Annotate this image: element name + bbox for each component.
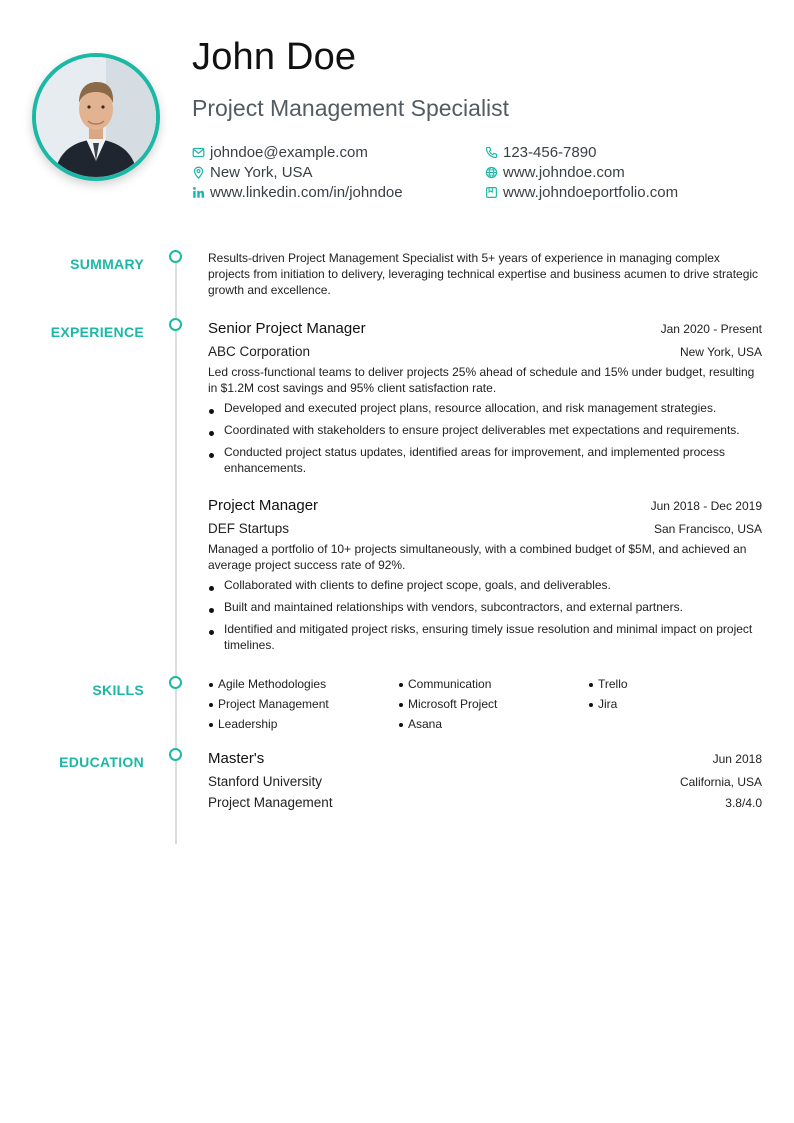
section-label-education: EDUCATION	[59, 754, 144, 770]
candidate-name: John Doe	[192, 36, 357, 78]
mail-icon	[192, 146, 205, 159]
skill-item: Agile Methodologies	[208, 676, 398, 692]
job-description: Managed a portfolio of 10+ projects simultaneously, with a combined budget of $5M, and achieved an average project success rate of 92%.	[208, 542, 747, 572]
contact-portfolio[interactable]	[485, 182, 678, 202]
job-title: Project Manager	[208, 497, 319, 514]
job-company: DEF Startups	[208, 521, 290, 536]
section-label-summary: SUMMARY	[70, 256, 144, 272]
job-location: New York, USA	[679, 345, 762, 359]
list-item: Developed and executed project plans, resource allocation, and risk management strategies.	[208, 400, 762, 416]
section-label-skills: SKILLS	[92, 682, 144, 698]
summary-text: Results-driven Project Management Specialist with 5+ years of experience in managing complex projects from initiation to delivery, leveraging technical expertise and business acumen to drive strategic growth and excellence.	[208, 251, 759, 297]
timeline-dot-experience	[169, 318, 182, 331]
section-label-experience: EXPERIENCE	[50, 324, 144, 340]
list-item: Conducted project status updates, identified areas for improvement, and implemented process enhancements.	[208, 444, 762, 476]
avatar-illustration	[36, 57, 156, 177]
website-text: www.johndoe.com	[503, 163, 625, 181]
contact-website[interactable]	[485, 162, 625, 182]
list-item: Collaborated with clients to define project scope, goals, and deliverables.	[208, 577, 762, 593]
job-bullets	[208, 400, 762, 476]
job-location: San Francisco, USA	[653, 522, 762, 536]
job-dates: Jun 2018 - Dec 2019	[650, 499, 762, 513]
education-location: California, USA	[679, 775, 762, 789]
contact-linkedin[interactable]	[192, 182, 403, 202]
skill-item: Jira	[588, 696, 762, 712]
list-item: Built and maintained relationships with vendors, subcontractors, and external partners.	[208, 599, 762, 615]
portfolio-text: www.johndoeportfolio.com	[503, 183, 679, 201]
skill-item: Trello	[588, 676, 762, 692]
skills-list	[208, 676, 762, 732]
contact-email[interactable]	[192, 142, 368, 162]
skill-item: Project Management	[208, 696, 398, 712]
education-gpa: 3.8/4.0	[725, 796, 762, 810]
timeline-dot-summary	[169, 250, 182, 263]
education-field: Project Management	[208, 795, 333, 810]
contact-phone[interactable]	[485, 142, 596, 162]
education-entry	[208, 750, 762, 810]
skill-item: Asana	[398, 716, 588, 732]
list-item: Coordinated with stakeholders to ensure project deliverables met expectations and requirements.	[208, 422, 762, 438]
email-text: johndoe@example.com	[210, 143, 368, 161]
skill-item: Communication	[398, 676, 588, 692]
education-date: Jun 2018	[712, 752, 762, 766]
phone-text: 123-456-7890	[503, 143, 597, 161]
map-pin-icon	[192, 166, 205, 179]
phone-icon	[485, 146, 498, 159]
globe-icon	[485, 166, 498, 179]
skill-item: Leadership	[208, 716, 398, 732]
experience-entry-1	[208, 320, 762, 482]
job-bullets	[208, 577, 762, 653]
education-degree: Master's	[208, 750, 265, 767]
timeline-dot-skills	[169, 676, 182, 689]
job-dates: Jan 2020 - Present	[660, 322, 762, 336]
experience-entry-2	[208, 497, 762, 659]
skill-item: Microsoft Project	[398, 696, 588, 712]
location-text: New York, USA	[210, 163, 313, 181]
contact-location	[192, 162, 313, 182]
list-item: Identified and mitigated project risks, ensuring timely issue resolution and minimal impact on project timelines.	[208, 621, 762, 653]
timeline-dot-education	[169, 748, 182, 761]
linkedin-icon	[192, 186, 205, 199]
linkedin-text: www.linkedin.com/in/johndoe	[210, 183, 403, 201]
profile-photo	[32, 53, 160, 181]
job-description: Led cross-functional teams to deliver projects 25% ahead of schedule and 15% under budget, resulting in $1.2M cost savings and 95% client satisfaction rate.	[208, 365, 755, 395]
portfolio-icon	[485, 186, 498, 199]
job-title: Senior Project Manager	[208, 320, 366, 337]
job-company: ABC Corporation	[208, 344, 311, 359]
candidate-title: Project Management Specialist	[192, 95, 510, 121]
education-school: Stanford University	[208, 774, 323, 789]
